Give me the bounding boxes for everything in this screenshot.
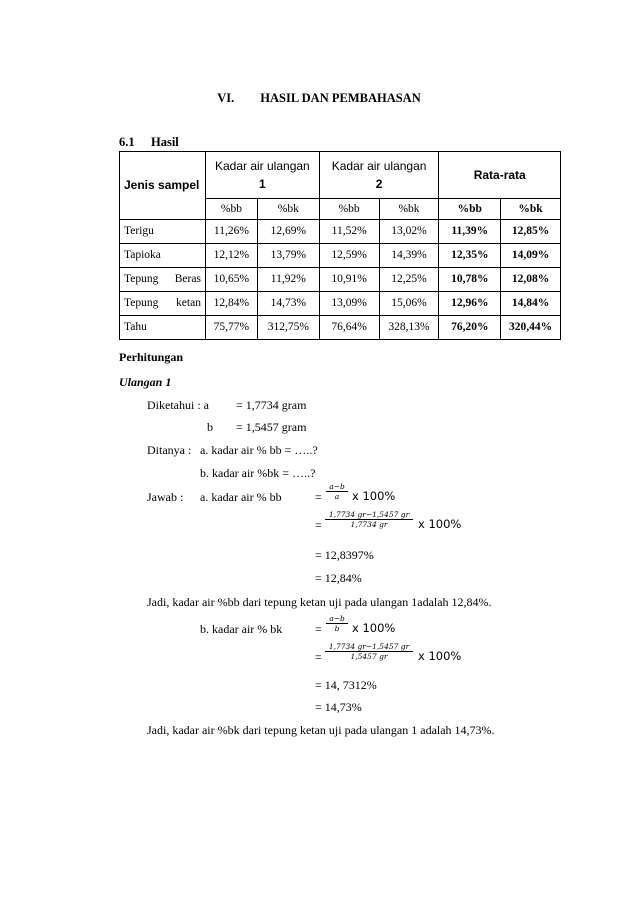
header-ulangan-2-num: 2 — [375, 177, 383, 191]
fraction-values-over-b — [325, 642, 413, 661]
cell-u1-bk: 312,75% — [257, 316, 319, 340]
frac1-numerator: a−b — [329, 482, 345, 491]
frac4-denominator: 1,5457 gr — [350, 652, 388, 661]
cell-u2-bb: 76,64% — [319, 316, 379, 340]
row-name: Tapioka — [120, 244, 206, 268]
eq4-equals: = — [315, 650, 322, 664]
calc-ulangan: Ulangan 1 — [119, 375, 172, 389]
conclusion-b: Jadi, kadar air %bk dari tepung ketan uji pada ulangan 1 adalah 14,73%. — [147, 723, 495, 737]
eq4-times-100: x 100% — [418, 649, 462, 663]
subsection-number: 6.1 — [119, 135, 135, 149]
header-ulangan-2-text: Kadar air ulangan — [331, 159, 427, 173]
cell-rata-bb: 76,20% — [439, 316, 501, 340]
eq2-times-100: x 100% — [418, 517, 462, 531]
unit-u2-bb: %bb — [319, 199, 379, 220]
unit-u1-bb: %bb — [205, 199, 257, 220]
cell-u2-bk: 14,39% — [379, 244, 439, 268]
row-name: Tepung ketan — [120, 292, 206, 316]
cell-u1-bb: 12,12% — [205, 244, 257, 268]
jawab-label: Jawab : — [147, 490, 184, 504]
cell-u1-bk: 12,69% — [257, 220, 319, 244]
cell-rata-bk: 14,09% — [501, 244, 561, 268]
table-row — [120, 316, 561, 340]
ditanya-b: b. kadar air %bk = …..? — [200, 466, 316, 480]
cell-u2-bb: 13,09% — [319, 292, 379, 316]
frac4-numerator: 1,7734 gr−1,5457 gr — [328, 642, 410, 651]
cell-rata-bk: 12,85% — [501, 220, 561, 244]
cell-u1-bb: 75,77% — [205, 316, 257, 340]
cell-u2-bk: 328,13% — [379, 316, 439, 340]
table-row — [120, 244, 561, 268]
result-b-1: = 14, 7312% — [315, 678, 377, 692]
header-rata-rata: Rata-rata — [439, 152, 561, 199]
row-name: Tahu — [120, 316, 206, 340]
conclusion-a: Jadi, kadar air %bb dari tepung ketan uji pada ulangan 1adalah 12,84%. — [147, 595, 492, 609]
cell-rata-bb: 10,78% — [439, 268, 501, 292]
cell-rata-bb: 12,35% — [439, 244, 501, 268]
fraction-values-over-a — [325, 510, 413, 529]
jawab-a: a. kadar air % bb — [200, 490, 282, 504]
cell-u1-bk: 14,73% — [257, 292, 319, 316]
result-a-1: = 12,8397% — [315, 548, 374, 562]
cell-u2-bb: 11,52% — [319, 220, 379, 244]
cell-rata-bb: 11,39% — [439, 220, 501, 244]
cell-u1-bb: 11,26% — [205, 220, 257, 244]
jawab-b: b. kadar air % bk — [200, 622, 283, 636]
table-row — [120, 292, 561, 316]
result-b-2: = 14,73% — [315, 700, 362, 714]
frac2-denominator: 1,7734 gr — [350, 520, 388, 529]
section-title — [0, 91, 638, 106]
unit-u1-bk: %bk — [257, 199, 319, 220]
header-ulangan-1-text: Kadar air ulangan — [214, 159, 310, 173]
a-value: = 1,7734 gram — [236, 398, 307, 412]
section-title-text: HASIL DAN PEMBAHASAN — [260, 91, 421, 105]
frac3-denominator: b — [334, 624, 340, 633]
results-table — [119, 151, 561, 340]
eq3-equals: = — [315, 622, 322, 636]
unit-rata-bb: %bb — [439, 199, 501, 220]
row-name: Tepung Beras — [120, 268, 206, 292]
subsection-title-text: Hasil — [151, 135, 179, 149]
row-name: Terigu — [120, 220, 206, 244]
frac3-numerator: a−b — [329, 614, 345, 623]
header-ulangan-1-num: 1 — [259, 177, 266, 191]
ditanya-label: Ditanya : — [147, 443, 192, 457]
diketahui-label: Diketahui : a — [147, 398, 209, 412]
result-a-2: = 12,84% — [315, 571, 362, 585]
table-row — [120, 268, 561, 292]
frac2-numerator: 1,7734 gr−1,5457 gr — [328, 510, 410, 519]
fraction-a-minus-b-over-a — [326, 482, 348, 501]
cell-u2-bb: 10,91% — [319, 268, 379, 292]
header-ulangan-2 — [319, 152, 439, 199]
b-value: = 1,5457 gram — [236, 420, 307, 434]
cell-rata-bb: 12,96% — [439, 292, 501, 316]
eq3-times-100: x 100% — [352, 621, 396, 635]
eq1-equals: = — [315, 490, 322, 504]
header-ulangan-1 — [205, 152, 319, 199]
unit-u2-bk: %bk — [379, 199, 439, 220]
cell-u2-bk: 15,06% — [379, 292, 439, 316]
cell-rata-bk: 320,44% — [501, 316, 561, 340]
unit-rata-bk: %bk — [501, 199, 561, 220]
cell-rata-bk: 14,84% — [501, 292, 561, 316]
eq1-times-100: x 100% — [352, 489, 396, 503]
cell-u1-bk: 13,79% — [257, 244, 319, 268]
frac1-denominator: a — [334, 492, 340, 501]
cell-u2-bk: 13,02% — [379, 220, 439, 244]
ditanya-a: a. kadar air % bb = …..? — [200, 443, 318, 457]
table-row — [120, 220, 561, 244]
cell-rata-bk: 12,08% — [501, 268, 561, 292]
fraction-a-minus-b-over-b — [326, 614, 348, 633]
section-number: VI. — [217, 91, 235, 105]
header-jenis-sampel: Jenis sampel — [120, 152, 206, 220]
cell-u1-bb: 10,65% — [205, 268, 257, 292]
eq2-equals: = — [315, 518, 322, 532]
cell-u2-bk: 12,25% — [379, 268, 439, 292]
cell-u1-bb: 12,84% — [205, 292, 257, 316]
subsection-title — [119, 135, 179, 150]
b-label: b — [207, 420, 213, 434]
cell-u1-bk: 11,92% — [257, 268, 319, 292]
cell-u2-bb: 12,59% — [319, 244, 379, 268]
calc-heading: Perhitungan — [119, 350, 184, 364]
